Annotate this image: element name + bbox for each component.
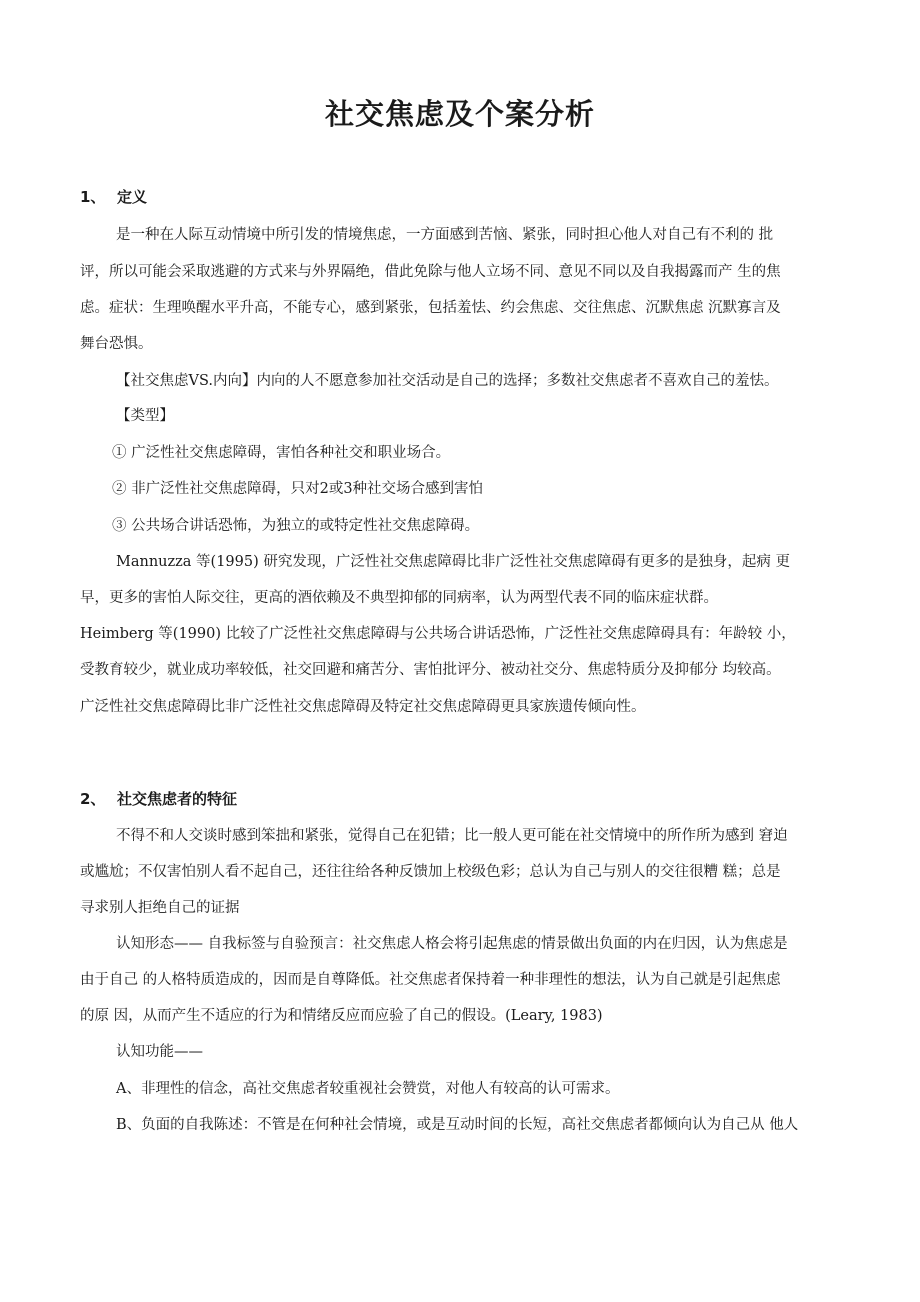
paragraph-line: 是一种在人际互动情境中所引发的情境焦虑，一方面感到苦恼、紧张，同时担心他人对自己有不利的 批 [116, 227, 774, 243]
paragraph-line: 早，更多的害怕人际交往，更高的酒依赖及不典型抑郁的同病率，认为两型代表不同的临床症状群。 [80, 590, 718, 606]
section-1-title: 定义 [117, 188, 148, 206]
paragraph-line: 或尴尬；不仅害怕别人看不起自己，还往往给各种反馈加上校级色彩；总认为自己与别人的交往很糟 糕；总是 [80, 864, 781, 880]
paragraph-line: 虑。症状：生理唤醒水平升高，不能专心，感到紧张，包括羞怯、约会焦虑、交往焦虑、沉默焦虑 沉默寡言及 [80, 300, 781, 316]
page-title: 社交焦虑及个案分析 [324, 97, 595, 131]
list-item: ② 非广泛性社交焦虑障碍，只对2或3种社交场合感到害怕 [112, 481, 484, 497]
section-2-heading [80, 788, 237, 809]
paragraph-line: Heimberg 等(1990) 比较了广泛性社交焦虑障碍与公共场合讲话恐怖，广泛性社交焦虑障碍具有：年龄较 小， [80, 626, 796, 642]
paragraph-line: 寻求别人拒绝自己的证据 [80, 900, 240, 916]
paragraph-line: 由于自己 的人格特质造成的，因而是自尊降低。社交焦虑者保持着一种非理性的想法，认为自己就是引起焦虑 [80, 972, 781, 988]
paragraph-line: 的原 因，从而产生不适应的行为和情绪反应而应验了自己的假设。(Leary, 1983) [80, 1008, 603, 1024]
list-item: B、负面的自我陈述：不管是在何种社会情境，或是互动时间的长短，高社交焦虑者都倾向认为自己从 他人 [116, 1117, 799, 1133]
list-item: ③ 公共场合讲话恐怖，为独立的或特定性社交焦虑障碍。 [112, 518, 480, 534]
section-2-title: 社交焦虑者的特征 [117, 790, 238, 808]
paragraph-line: 【类型】 [116, 408, 174, 424]
section-2-number: 2、 [80, 790, 106, 808]
paragraph-line: 受教育较少，就业成功率较低，社交回避和痛苦分、害怕批评分、被动社交分、焦虑特质分及抑郁分 均较高。 [80, 662, 781, 678]
paragraph-line: 【社交焦虑VS.内向】内向的人不愿意参加社交活动是自己的选择；多数社交焦虑者不喜欢自己的羞怯。 [116, 373, 779, 389]
paragraph-line: 认知功能—— [116, 1044, 203, 1060]
paragraph-line: 认知形态—— 自我标签与自验预言：社交焦虑人格会将引起焦虑的情景做出负面的内在归因，认为焦虑是 [116, 936, 788, 952]
paragraph-line: Mannuzza 等(1995) 研究发现，广泛性社交焦虑障碍比非广泛性社交焦虑障碍有更多的是独身，起病 更 [116, 554, 790, 570]
paragraph-line: 评，所以可能会采取逃避的方式来与外界隔绝，借此免除与他人立场不同、意见不同以及自我揭露而产 生的焦 [80, 264, 781, 280]
paragraph-line: 不得不和人交谈时感到笨拙和紧张，觉得自己在犯错；比一般人更可能在社交情境中的所作所为感到 窘迫 [116, 828, 788, 844]
list-item: A、非理性的信念，高社交焦虑者较重视社会赞赏，对他人有较高的认可需求。 [116, 1081, 620, 1097]
section-1-heading [80, 186, 147, 207]
paragraph-line: 广泛性社交焦虑障碍比非广泛性社交焦虑障碍及特定社交焦虑障碍更具家族遗传倾向性。 [80, 699, 646, 715]
paragraph-line: 舞台恐惧。 [80, 336, 153, 352]
list-item: ① 广泛性社交焦虑障碍，害怕各种社交和职业场合。 [112, 445, 451, 461]
section-1-number: 1、 [80, 188, 106, 206]
